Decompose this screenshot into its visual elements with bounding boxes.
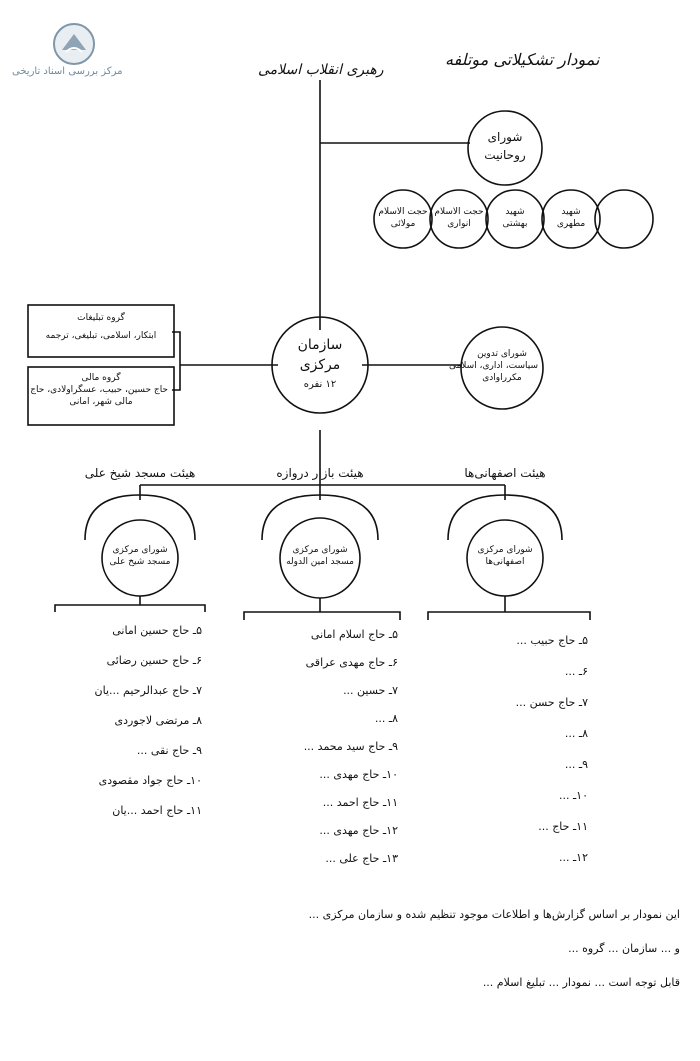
member-item: ۷ـ حاج عبدالرحیم ...یان	[94, 684, 202, 697]
council-member-4: شهید مطهری	[556, 207, 586, 229]
member-item: ۱۰ـ ...	[558, 789, 588, 802]
member-item: ۱۰ـ حاج جواد مقصودی	[98, 774, 202, 787]
member-item: ۶ـ حاج مهدی عراقی	[305, 656, 398, 669]
member-item: ۸ـ ...	[374, 712, 398, 725]
footnote-line: قابل توجه است ... نمودار ... تبلیغ اسلام ...	[482, 976, 680, 989]
member-item: ۱۳ـ حاج علی ...	[325, 852, 398, 865]
member-item: ۹ـ حاج نقی ...	[136, 744, 202, 757]
member-bracket-right	[428, 612, 590, 620]
branch-shield-left	[85, 495, 195, 540]
member-item: ۹ـ ...	[564, 758, 588, 771]
member-item: ۱۱ـ حاج احمد ...یان	[112, 804, 202, 817]
branch-council-right: شورای مرکزی اصفهانی‌ها	[477, 545, 533, 567]
member-item: ۶ـ ...	[564, 665, 588, 678]
member-item: ۱۱ـ حاج احمد ...	[322, 796, 398, 809]
member-item: ۱۲ـ حاج مهدی ...	[319, 824, 398, 837]
member-bracket-middle	[244, 612, 400, 620]
member-item: ۱۰ـ حاج مهدی ...	[319, 768, 398, 781]
clerics-council-label: شورای روحانیت	[484, 130, 526, 162]
advertising-group-title: گروه تبلیغات	[77, 313, 125, 323]
council-circle-5	[595, 190, 653, 248]
member-item: ۶ـ حاج حسین رضائی	[106, 654, 202, 667]
member-item: ۸ـ ...	[564, 727, 588, 740]
member-item: ۱۲ـ ...	[558, 851, 588, 864]
branch-head-left: هیئت مسجد شیخ علی	[84, 466, 196, 480]
top-node-label: رهبری انقلاب اسلامی	[258, 62, 384, 78]
member-item: ۹ـ حاج سید محمد ...	[303, 740, 398, 753]
branch-shield-right	[448, 495, 562, 540]
logo-text: مرکز بررسی اسناد تاریخی	[12, 66, 123, 77]
finance-group-line1: حاج حسین، حبیب، عسگراولادی، حاج	[30, 385, 168, 395]
council-member-2: حجت الاسلام انواری	[434, 207, 484, 229]
finance-group	[30, 372, 168, 408]
member-item: ۵ـ حاج اسلام امانی	[310, 628, 398, 641]
member-item: ۸ـ مرتضی لاجوردی	[114, 714, 202, 727]
branch-council-middle: شورای مرکزی مسجد امین الدوله	[286, 545, 354, 567]
member-item: ۷ـ حسین ...	[343, 684, 398, 697]
advertising-group-body: ابتکار، اسلامی، تبلیغی، ترجمه	[45, 331, 157, 341]
diagram-title: نمودار تشکیلاتی موتلفه	[445, 50, 600, 69]
finance-group-line2: مالی شهر، امانی	[69, 397, 133, 407]
member-bracket-left	[55, 605, 205, 612]
central-organization-count: ۱۲ نفره	[303, 379, 337, 390]
footnote-line: و ... سازمان ... گروه ...	[568, 942, 680, 955]
branch-head-right: هیئت اصفهانی‌ها	[464, 466, 546, 480]
council-member-3: شهید بهشتی	[502, 207, 528, 229]
branch-council-left: شورای مرکزی مسجد شیخ علی	[109, 545, 171, 567]
advertising-group	[34, 312, 168, 342]
branch-head-middle: هیئت بازار دروازه	[276, 466, 364, 480]
central-organization-label: سازمان مرکزی ۱۲ نفره	[278, 335, 362, 395]
footnote-line: این نمودار بر اساس گزارش‌ها و اطلاعات موجود تنظیم شده و سازمان مرکزی ...	[308, 908, 680, 921]
member-item: ۵ـ حاج حسین امانی	[112, 624, 202, 637]
council-member-1: حجت الاسلام مولائی	[378, 207, 428, 229]
member-item: ۱۱ـ حاج ...	[538, 820, 588, 833]
member-item: ۷ـ حاج حسن ...	[515, 696, 588, 709]
member-item: ۵ـ حاج حبیب ...	[516, 634, 588, 647]
right-council-label: شورای تدوین سیاست، اداری، اسلامی مکرراوادی	[448, 349, 538, 383]
finance-group-title: گروه مالی	[81, 373, 121, 383]
